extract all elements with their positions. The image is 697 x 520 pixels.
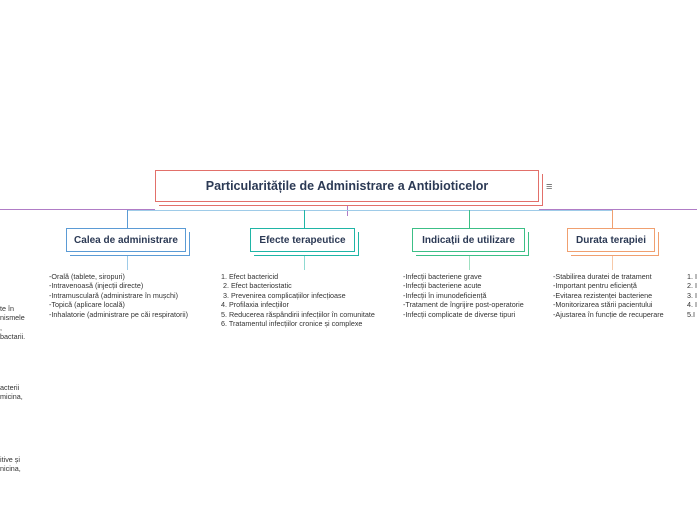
topic-label: Indicații de utilizare	[422, 234, 515, 246]
text-line: nismele	[0, 313, 25, 323]
calea-de-administrare-items	[49, 272, 188, 319]
topic-1-items-stem	[127, 251, 128, 270]
text-line: nicina,	[0, 464, 21, 474]
list-item[interactable]: 4. I	[687, 300, 697, 310]
left-offscreen-text-1	[0, 304, 25, 342]
root-topic[interactable]	[155, 170, 539, 202]
topic-efecte-terapeutice[interactable]	[250, 228, 355, 252]
list-item[interactable]: -Inhalatorie (administrare pe căi respiratorii)	[49, 309, 189, 319]
list-item[interactable]: 6. Tratamentul infecțiilor cronice și complexe	[221, 319, 363, 329]
text-line: te în	[0, 304, 14, 313]
topic-1-stem	[127, 210, 128, 228]
list-item[interactable]: -Stabilirea duratei de tratament	[553, 272, 652, 281]
list-item[interactable]: 5. Reducerea răspândirii infecțiilor în comunitate	[221, 309, 375, 319]
text-line: itive și	[0, 455, 20, 464]
list-item[interactable]: -Topică (aplicare locală)	[49, 300, 125, 310]
menu-icon[interactable]: ≡	[546, 181, 553, 193]
list-item[interactable]: 3. Prevenirea complicațiilor infecțioase	[221, 290, 346, 300]
topic-calea-de-administrare[interactable]	[66, 228, 186, 252]
list-item[interactable]: -Evitarea rezistenței bacteriene	[553, 290, 653, 300]
root-title: Particularitățile de Administrare a Antibioticelor	[205, 179, 489, 193]
topic-3-stem	[469, 210, 470, 228]
durata-terapiei-items	[553, 272, 664, 319]
list-item[interactable]: 5.I	[687, 309, 695, 319]
list-item[interactable]: -Infecții complicate de diverse tipuri	[403, 309, 516, 319]
topics-connector-line	[127, 210, 612, 211]
list-item[interactable]: 4. Profilaxia infecțiilor	[221, 300, 289, 310]
topic-4-stem	[612, 210, 613, 228]
topic-durata-terapiei[interactable]	[567, 228, 655, 252]
list-item[interactable]: -Intramusculară (administrare în mușchi)	[49, 290, 179, 300]
text-line: micina,	[0, 392, 23, 402]
topic-2-stem	[304, 210, 305, 228]
topic-indicatii-de-utilizare[interactable]	[412, 228, 525, 252]
topic-label: Durata terapiei	[575, 234, 647, 246]
text-line: bactarii.	[0, 332, 26, 342]
list-item[interactable]: -Infecții bacteriene grave	[403, 272, 482, 281]
list-item[interactable]: 3. I	[687, 290, 697, 300]
right-offscreen-items	[687, 272, 697, 319]
text-line: acterii	[0, 383, 20, 392]
text-line: ,	[0, 322, 2, 332]
list-item[interactable]: 1. I	[687, 272, 697, 281]
list-item[interactable]: -Infecții bacteriene acute	[403, 281, 482, 291]
list-item[interactable]: -Ajustarea în funcție de recuperare	[553, 309, 664, 319]
list-item[interactable]: 2. Efect bacteriostatic	[221, 281, 292, 291]
left-offscreen-text-2	[0, 383, 23, 402]
left-offscreen-text-3	[0, 455, 21, 474]
topic-3-items-stem	[469, 251, 470, 270]
list-item[interactable]: -Monitorizarea stării pacientului	[553, 300, 653, 310]
topic-4-items-stem	[612, 251, 613, 270]
efecte-terapeutice-items	[221, 272, 375, 328]
list-item[interactable]: -Important pentru eficiență	[553, 281, 637, 291]
list-item[interactable]: 1. Efect bactericid	[221, 272, 279, 281]
list-item[interactable]: -Infecții în imunodeficiență	[403, 290, 487, 300]
topic-2-items-stem	[304, 251, 305, 270]
root-stem-line	[347, 202, 348, 216]
list-item[interactable]: 2. I	[687, 281, 697, 291]
list-item[interactable]: -Orală (tablete, siropuri)	[49, 272, 125, 281]
list-item[interactable]: -Intravenoasă (injecții directe)	[49, 281, 144, 291]
topic-label: Efecte terapeutice	[259, 234, 346, 246]
topic-label: Calea de administrare	[74, 234, 178, 246]
indicatii-de-utilizare-items	[403, 272, 524, 319]
list-item[interactable]: -Tratament de îngrijire post-operatorie	[403, 300, 524, 310]
